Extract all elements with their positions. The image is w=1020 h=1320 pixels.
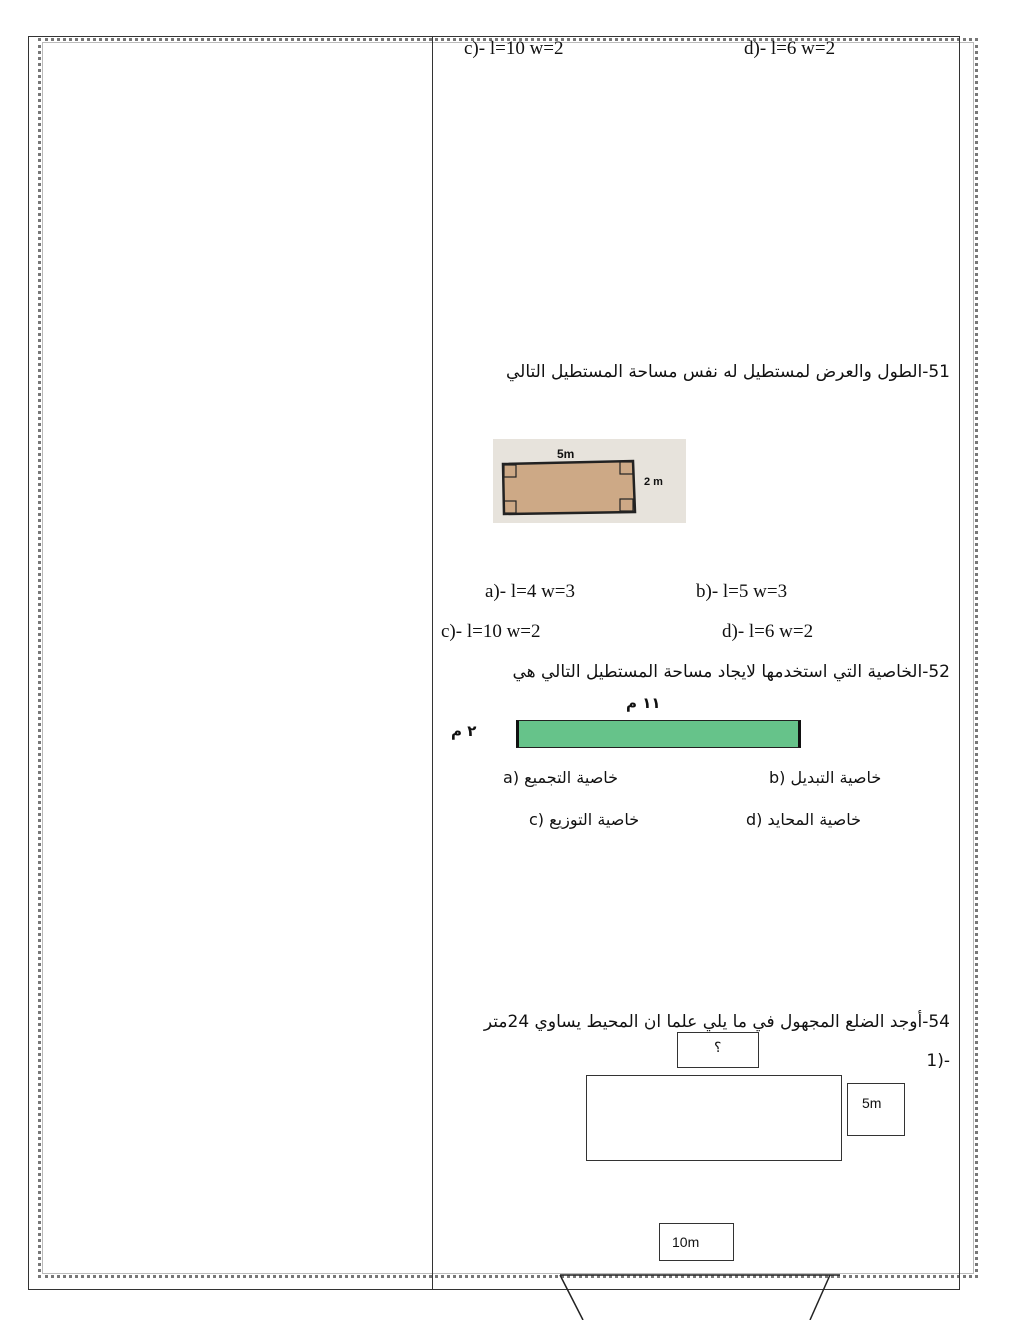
left-column (29, 37, 432, 1289)
q51-rectangle-photo (493, 439, 686, 523)
q54-unknown-label: ؟ (714, 1039, 722, 1055)
top-option-c: c)- l=10 w=2 (464, 38, 564, 59)
column-divider (432, 36, 433, 1290)
question-51: 51-الطول والعرض لمستطيل له نفس مساحة المستطيل التالي (506, 362, 950, 382)
q52-top-label: ١١ م (626, 694, 661, 712)
q52-option-a[interactable]: خاصية التجميع (a (503, 768, 619, 787)
q52-option-b[interactable]: خاصية التبديل (b (769, 768, 882, 787)
q51-option-d[interactable]: d)- l=6 w=2 (722, 621, 814, 642)
q51-option-c[interactable]: c)- l=10 w=2 (441, 621, 541, 642)
question-52: 52-الخاصية التي استخدمها لايجاد مساحة المستطيل التالي هي (512, 662, 950, 682)
q52-green-rectangle (516, 720, 801, 748)
q54-unknown-label-box (677, 1032, 759, 1068)
q54-main-rectangle (586, 1075, 842, 1161)
q51-rectangle-shape (503, 461, 635, 514)
question-54: 54-أوجد الضلع المجهول في ما يلي علما ان المحيط يساوي 24متر (483, 1012, 950, 1032)
q54-side-label: 5m (862, 1095, 882, 1111)
q52-option-c[interactable]: خاصية التوزيع (c (529, 810, 640, 829)
q51-option-a[interactable]: a)- l=4 w=3 (485, 581, 576, 602)
q52-side-label: ٢ م (451, 722, 477, 740)
q51-option-b[interactable]: b)- l=5 w=3 (696, 581, 788, 602)
q54-bottom-label: 10m (672, 1234, 700, 1250)
question-54-sub: -(1 (926, 1051, 950, 1071)
bottom-trapezoid-shape (555, 1272, 845, 1320)
q52-option-d[interactable]: خاصية المحايد (d (746, 810, 861, 829)
top-option-d: d)- l=6 w=2 (744, 38, 836, 59)
q54-bottom-label-box (659, 1223, 734, 1261)
q54-side-label-box (847, 1083, 905, 1136)
q51-side-label: 2 m (644, 476, 663, 488)
q51-top-label: 5m (557, 447, 575, 461)
